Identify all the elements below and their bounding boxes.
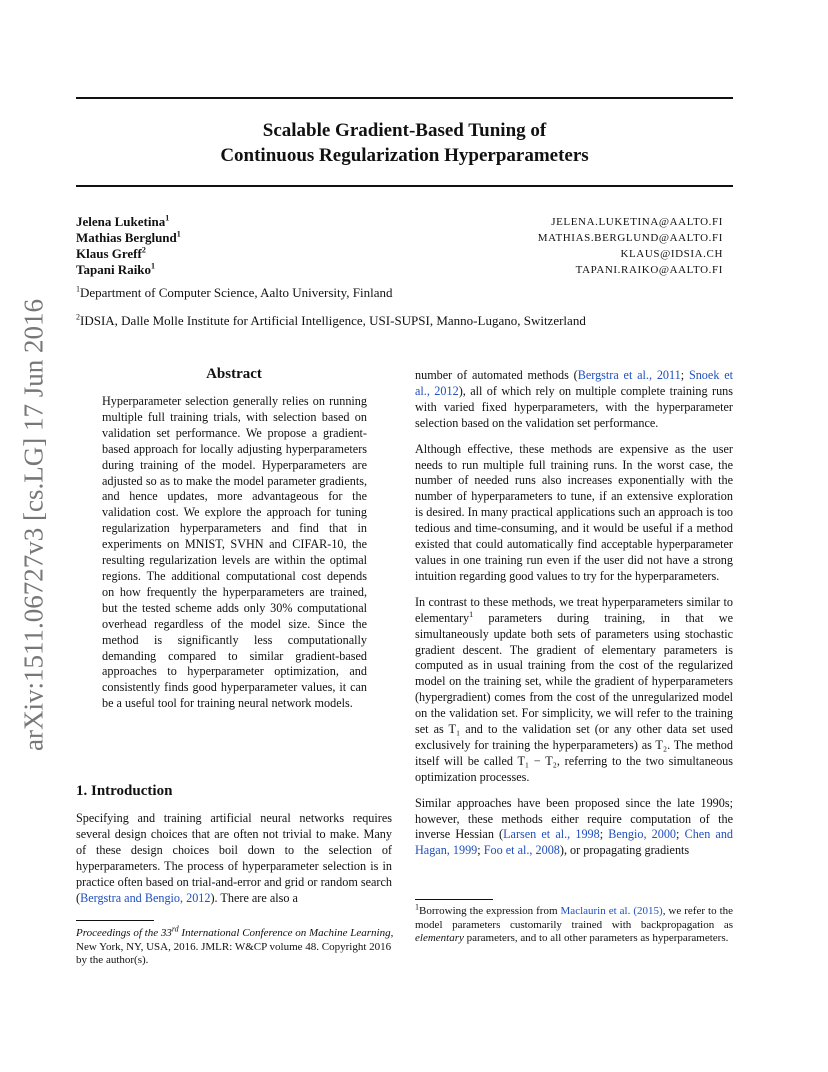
citation-link[interactable]: Bengio, 2000 [608, 827, 677, 842]
author-email: MATHIAS.BERGLUND@AALTO.FI [537, 232, 723, 244]
paragraph: Although effective, these methods are expensive as the user needs to run multiple full training runs. In the worst case, the number of needed runs also increases exponentially with the number of hyperparameters to tune, if an extensive exploration is desired. In many practical applications such an approach is too tedious and time-consuming, and it would be useful if a method existed that could automatically find acceptable hyperparameter values in one training run even if the user did not have a strong intuition regarding good values to try for the hyperparameters. [415, 441, 733, 583]
section-heading: 1. Introduction [76, 783, 173, 799]
paper-title: Scalable Gradient-Based Tuning of Continuous Regularization Hyperparameters [220, 120, 589, 166]
citation-link[interactable]: Maclaurin et al. (2015) [560, 905, 663, 917]
author-name: Mathias Berglund$^1$ [76, 229, 181, 245]
intro-paragraph: Specifying and training artificial neural networks requires several design choices that are often not trivial to make. Many of these design choices boil down to the selection of hyperparameters. The process of hyperparameter selection is in practice often based on trial-and-error and grid or random search (Bergstra and Bengio, 2012). There are also a [76, 811, 392, 905]
author-email: KLAUS@IDSIA.CH [620, 248, 723, 260]
author-name: Jelena Luketina$^1$ [76, 213, 170, 229]
affiliation-1: $^1$Department of Computer Science, Aalto University, Finland [76, 284, 393, 300]
author-email: JELENA.LUKETINA@AALTO.FI [551, 216, 723, 228]
title-bottom-rule [76, 185, 733, 187]
footnote-rule [76, 920, 154, 921]
citation-link[interactable]: Foo et al., 2008 [483, 843, 560, 858]
footnote-rule [415, 899, 493, 900]
author-list [76, 214, 181, 278]
citation-link[interactable]: Larsen et al., 1998 [503, 827, 600, 842]
proceedings-footnote: Proceedings of the 33rd International Conference on Machine Learning, New York, NY, USA, 2016. JMLR: W&CP volume 48. Copyright 2016 by the author(s). [76, 924, 394, 966]
top-rule [76, 97, 733, 99]
footnote-ref[interactable]: 1 [469, 609, 474, 619]
paragraph: In contrast to these methods, we treat hyperparameters similar to elementary$^1$ parameters during training, in that we simultaneously update both sets of parameters using stochastic gradient descent. The gradient of elementary parameters is computed as in usual training from the cost of the regularized model on the training set, while the gradient of hyperparameters (hypergradient) comes from the cost of the unregularized model on the validation set. For simplicity, we will refer to the training set as T₁ and to the validation set (or any other data set used exclusively for training the hyperparameters) as T₂. The method itself will be called T₁ − T₂, referring to the two simultaneous optimization processes. [415, 594, 733, 784]
paragraph: Similar approaches have been proposed since the late 1990s; however, these methods either require computation of the inverse Hessian (Larsen et al., 1998; Bengio, 2000; Chen and Hagan, 1999; Foo et al., 2008), or propagating gradients [415, 795, 734, 858]
author-emails [538, 214, 723, 278]
abstract-text: Hyperparameter selection generally relies on running multiple full training trials, with selection based on validation set performance. We propose a gradient-based approach for locally adjusting hyperparameters during training of the model. Hyperparameters are adjusted so as to make the model parameter gradients, and hence updates, more advantageous for the validation cost. We explore the approach for tuning regularization hyperparameters and find that in experiments on MNIST, SVHN and CIFAR-10, the resulting regularization levels are within the optimal regions. The additional computational cost depends on how frequently the hyperparameters are trained, but the tested scheme adds only 30% computational overhead regardless of the model size. Since the method is significantly less computationally demanding compared to similar gradient-based approaches to hyperparameter optimization, and consistently finds good hyperparameter values, it can be a useful tool for training neural network models. [102, 394, 367, 711]
footnote-1: $^1$Borrowing the expression from Maclaurin et al. (2015), we refer to the model parameters customarily trained with backpropagation as elementary parameters, and to all other parameters as hyperparameters. [415, 902, 734, 944]
citation-link[interactable]: Bergstra et al., 2011 [577, 368, 681, 382]
arxiv-stamp: arXiv:1511.06727v3 [cs.LG] 17 Jun 2016 [18, 299, 49, 751]
citation-link[interactable]: Snoek et al., 2012 [415, 368, 733, 398]
citation-link[interactable]: Chen and Hagan, 1999 [415, 827, 734, 858]
author-name: Klaus Greff$^2$ [76, 245, 146, 261]
paragraph: number of automated methods (Bergstra et al., 2011; Snoek et al., 2012), all of which rely on multiple complete training runs with varied fixed hyperparameters, with the hyperparameter selection based on the validation set performance. [415, 368, 734, 430]
affiliation-2: $^2$IDSIA, Dalle Molle Institute for Artificial Intelligence, USI-SUPSI, Manno-Lugano, Switzerland [76, 312, 586, 328]
author-name: Tapani Raiko$^1$ [76, 261, 156, 277]
citation-link[interactable]: Bergstra and Bengio, 2012 [80, 890, 211, 905]
right-column [415, 368, 733, 869]
author-email: TAPANI.RAIKO@AALTO.FI [575, 264, 723, 276]
abstract-heading: Abstract [206, 366, 262, 382]
